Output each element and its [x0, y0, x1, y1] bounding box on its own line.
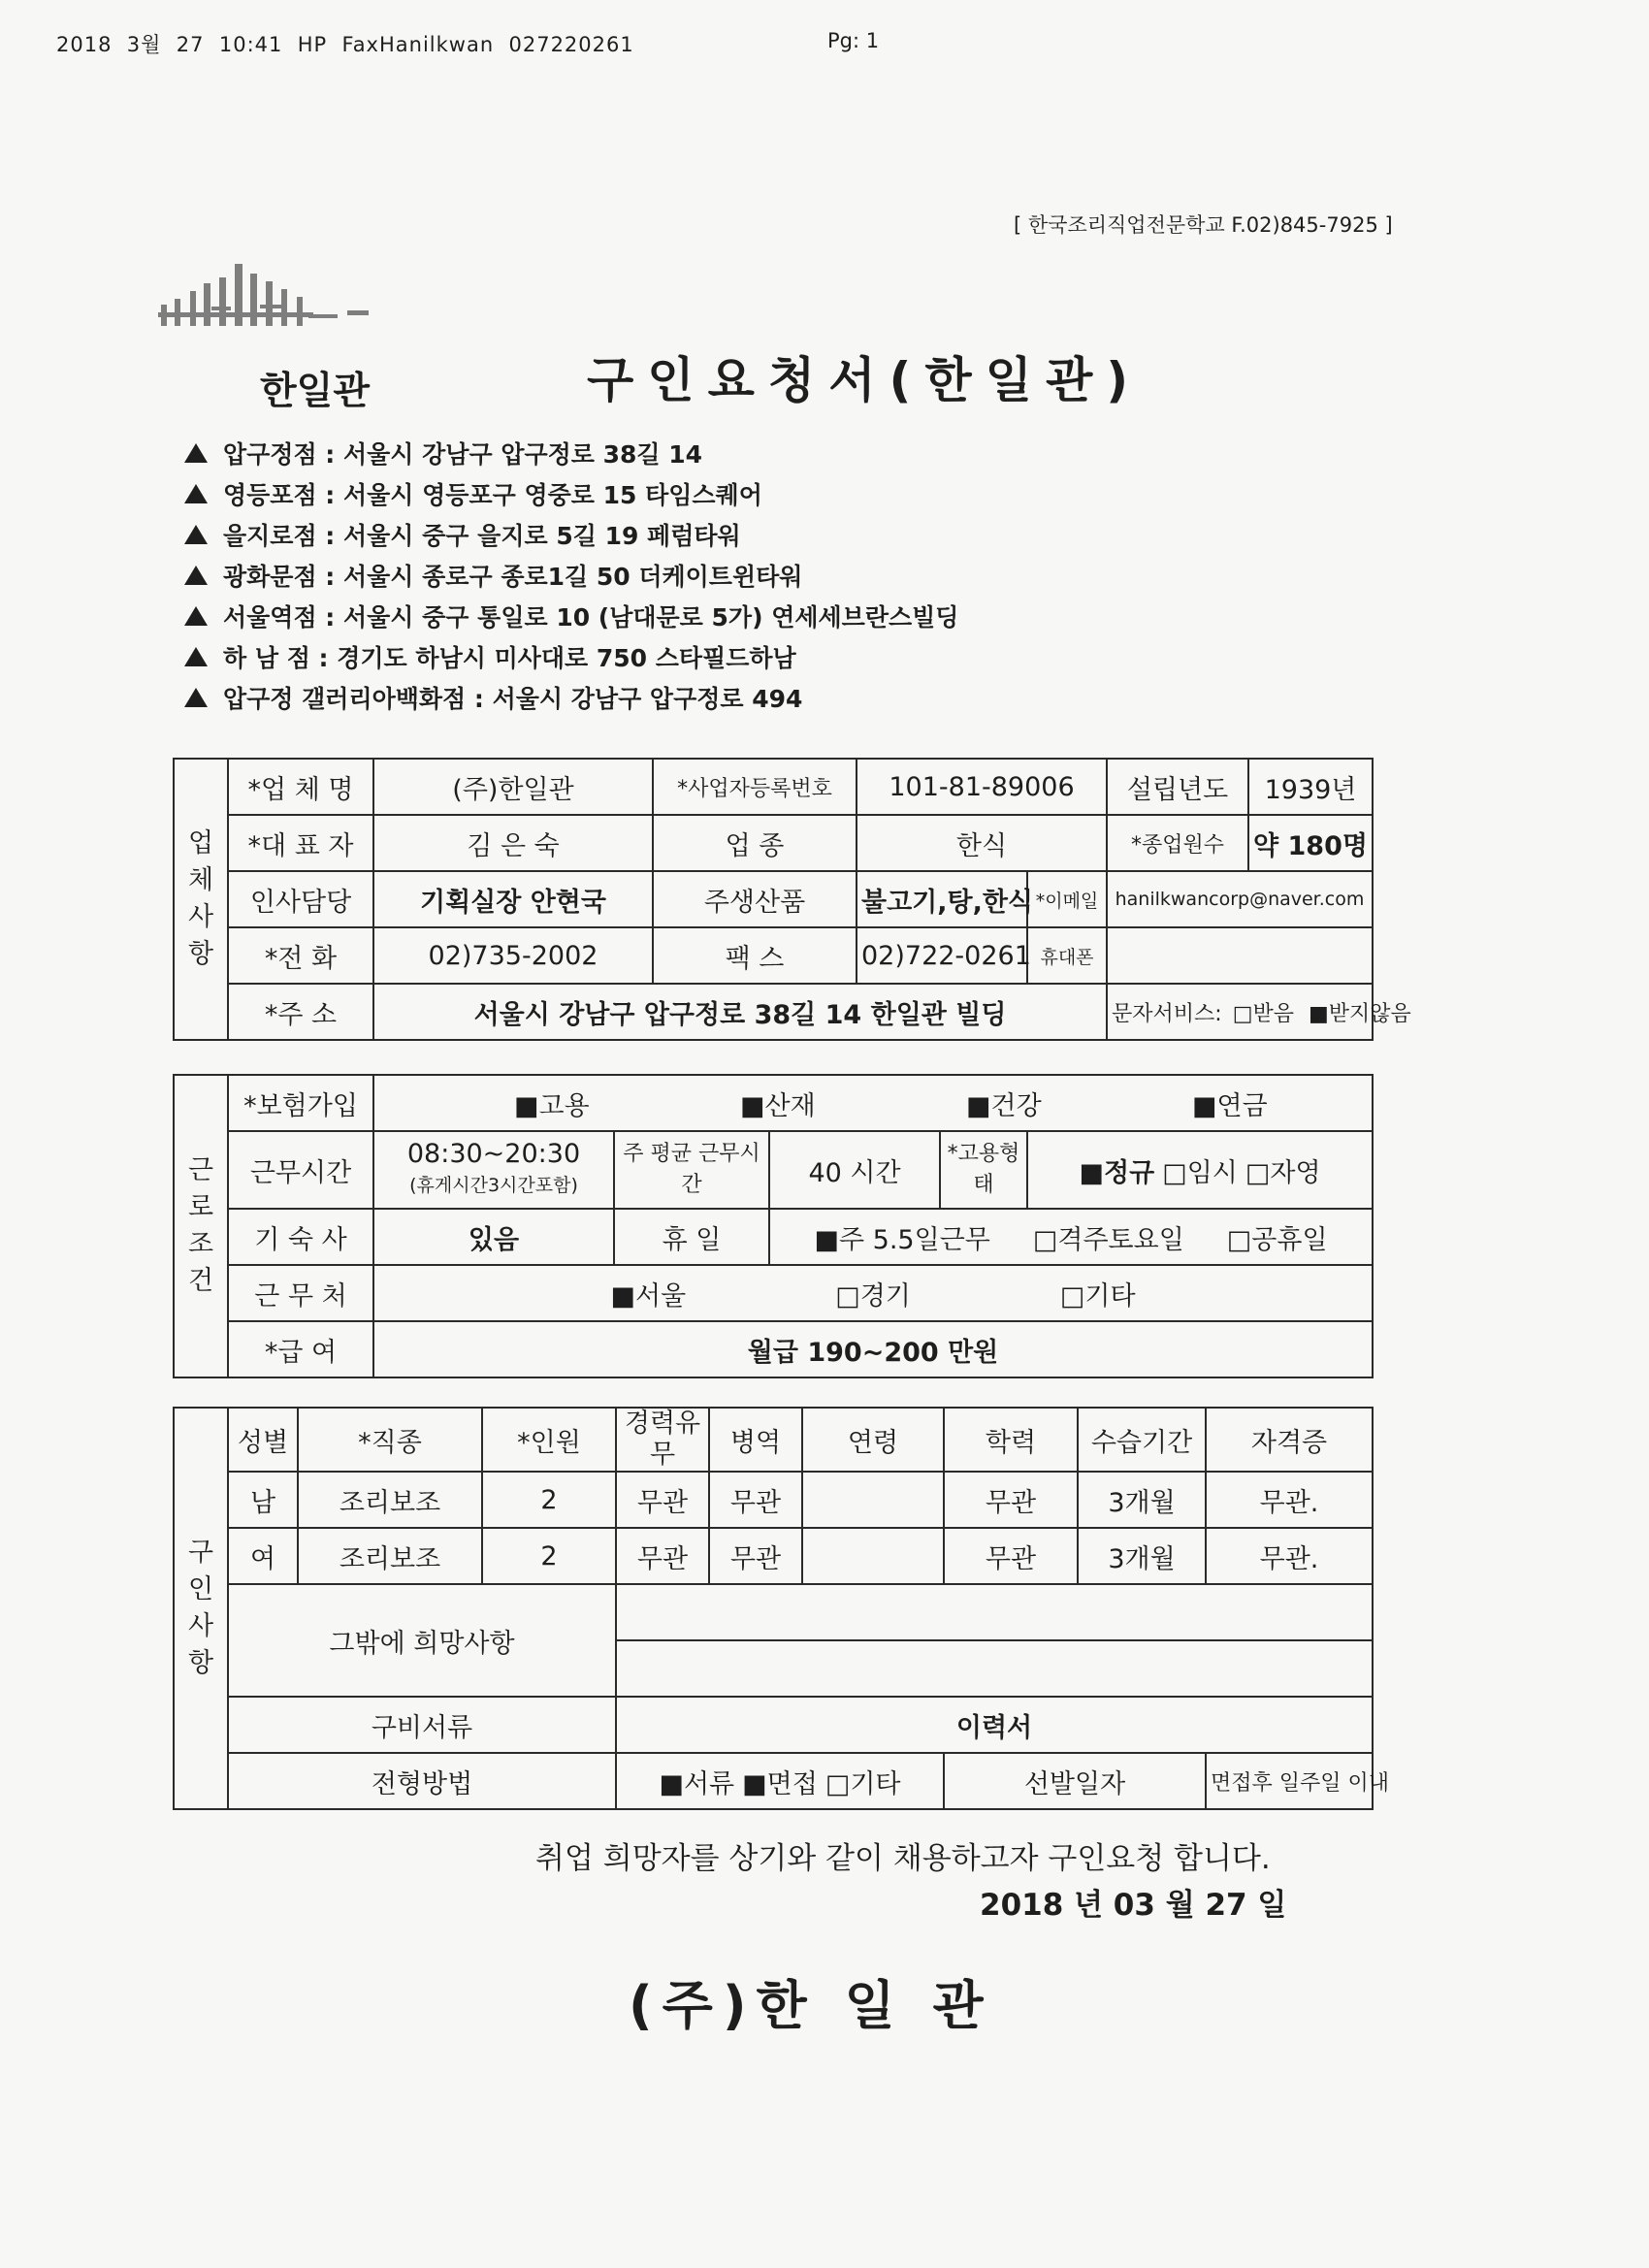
document-date: 2018 년 03 월 27 일	[980, 1888, 1287, 1923]
employees-value: 약 180명	[1248, 815, 1373, 871]
triangle-bullet-icon	[184, 443, 208, 463]
method-options	[616, 1753, 944, 1809]
document-title: 구인요청서(한일관)	[587, 352, 1143, 408]
dorm-label: 기 숙 사	[228, 1209, 373, 1265]
header-gender: 성별	[228, 1408, 298, 1472]
ceo-value: 김 은 숙	[373, 815, 653, 871]
products-label: 주생산품	[653, 871, 857, 927]
weekly-hours-value: 40 시간	[769, 1131, 940, 1209]
license-cell: 무관.	[1206, 1472, 1373, 1528]
phone-label: *전 화	[228, 927, 373, 984]
location-option: □경기	[835, 1280, 911, 1312]
dorm-value: 있음	[373, 1209, 614, 1265]
select-date-label: 선발일자	[944, 1753, 1206, 1809]
count-cell: 2	[482, 1528, 616, 1584]
age-cell	[802, 1472, 944, 1528]
company-name-label: *업 체 명	[228, 759, 373, 815]
location-option: ■서울	[610, 1280, 687, 1312]
email-label: *이메일	[1027, 871, 1107, 927]
holiday-options	[769, 1209, 1373, 1265]
table-row	[174, 1472, 1373, 1528]
method-option: □기타	[824, 1768, 901, 1799]
fax-header-line: 2018 3월 27 10:41 HP FaxHanilkwan 027220261	[56, 33, 634, 56]
military-cell: 무관	[709, 1472, 802, 1528]
license-cell: 무관.	[1206, 1528, 1373, 1584]
method-option: ■서류	[659, 1768, 735, 1799]
conditions-section-label: 근 로 조 건	[174, 1075, 228, 1377]
bizno-value: 101-81-89006	[857, 759, 1107, 815]
sms-label: 문자서비스:	[1112, 1001, 1222, 1026]
method-option: ■면접	[742, 1768, 818, 1799]
header-probation: 수습기간	[1078, 1408, 1206, 1472]
holiday-label: 휴 일	[614, 1209, 769, 1265]
experience-cell: 무관	[616, 1528, 709, 1584]
employment-type-option: □임시	[1162, 1157, 1238, 1188]
ceo-label: *대 표 자	[228, 815, 373, 871]
hours-value: 08:30~20:30	[406, 1139, 581, 1169]
school-reference: [ 한국조리직업전문학교 F.02)845-7925 ]	[1014, 213, 1393, 237]
mobile-value	[1107, 927, 1373, 984]
company-signature: (주)한 일 관	[629, 1975, 993, 2036]
triangle-bullet-icon	[184, 525, 208, 544]
holiday-option: □격주토요일	[1032, 1224, 1184, 1255]
conditions-table	[173, 1074, 1374, 1378]
branch-item: 압구정점 : 서울시 강남구 압구정로 38길 14	[184, 433, 958, 473]
header-experience: 경력유무	[616, 1408, 709, 1472]
industry-value: 한식	[857, 815, 1107, 871]
job-cell: 조리보조	[298, 1528, 482, 1584]
weekly-hours-label: 주 평균 근무시간	[614, 1131, 769, 1209]
branch-item: 광화문점 : 서울시 종로구 종로1길 50 더케이트윈타워	[184, 555, 958, 596]
location-label: 근 무 처	[228, 1265, 373, 1321]
triangle-bullet-icon	[184, 688, 208, 707]
header-license: 자격증	[1206, 1408, 1373, 1472]
wishes-value-line	[616, 1640, 1373, 1697]
triangle-bullet-icon	[184, 566, 208, 585]
wishes-label: 그밖에 희망사항	[228, 1584, 616, 1697]
sms-option: □받음	[1232, 1001, 1294, 1026]
triangle-bullet-icon	[184, 647, 208, 666]
insurance-option: ■고용	[514, 1090, 590, 1121]
header-age: 연령	[802, 1408, 944, 1472]
method-label: 전형방법	[228, 1753, 616, 1809]
docs-label: 구비서류	[228, 1697, 616, 1753]
hr-label: 인사담당	[228, 871, 373, 927]
employees-label: *종업원수	[1107, 815, 1248, 871]
products-value: 불고기,탕,한식	[857, 871, 1027, 927]
sms-option: ■받지않음	[1308, 1001, 1411, 1026]
hours-cell	[373, 1131, 614, 1209]
company-info-table	[173, 758, 1411, 1041]
employment-type-option: ■정규	[1079, 1157, 1155, 1188]
industry-label: 업 종	[653, 815, 857, 871]
triangle-bullet-icon	[184, 606, 208, 626]
triangle-bullet-icon	[184, 484, 208, 503]
insurance-option: ■산재	[740, 1090, 816, 1121]
wishes-value-line	[616, 1584, 1373, 1640]
branch-list	[184, 433, 958, 718]
branch-item: 하 남 점 : 경기도 하남시 미사대로 750 스타필드하남	[184, 636, 958, 677]
address-label: *주 소	[228, 984, 373, 1040]
header-military: 병역	[709, 1408, 802, 1472]
bizno-label: *사업자등록번호	[653, 759, 857, 815]
salary-value: 월급 190~200 만원	[373, 1321, 1373, 1377]
location-options	[373, 1265, 1373, 1321]
fax-label: 팩 스	[653, 927, 857, 984]
location-option: □기타	[1059, 1280, 1136, 1312]
fax-value: 02)722-0261	[857, 927, 1027, 984]
probation-cell: 3개월	[1078, 1472, 1206, 1528]
logo-name: 한일관	[260, 370, 371, 413]
closing-statement: 취업 희망자를 상기와 같이 채용하고자 구인요청 합니다.	[535, 1841, 1271, 1876]
branch-item: 압구정 갤러리아백화점 : 서울시 강남구 압구정로 494	[184, 677, 958, 718]
founded-value: 1939년	[1248, 759, 1373, 815]
address-value: 서울시 강남구 압구정로 38길 14 한일관 빌딩	[373, 984, 1107, 1040]
education-cell: 무관	[944, 1472, 1078, 1528]
salary-label: *급 여	[228, 1321, 373, 1377]
founded-label: 설립년도	[1107, 759, 1248, 815]
select-date-value: 면접후 일주일 이내	[1206, 1753, 1373, 1809]
mobile-label: 휴대폰	[1027, 927, 1107, 984]
gender-cell: 여	[228, 1528, 298, 1584]
docs-value: 이력서	[616, 1697, 1373, 1753]
company-section-label: 업 체 사 항	[174, 759, 228, 1040]
military-cell: 무관	[709, 1528, 802, 1584]
header-education: 학력	[944, 1408, 1078, 1472]
insurance-options	[373, 1075, 1373, 1131]
header-job: *직종	[298, 1408, 482, 1472]
phone-value: 02)735-2002	[373, 927, 653, 984]
age-cell	[802, 1528, 944, 1584]
branch-item: 서울역점 : 서울시 중구 통일로 10 (남대문로 5가) 연세세브란스빌딩	[184, 596, 958, 636]
table-row	[174, 1528, 1373, 1584]
hours-label: 근무시간	[228, 1131, 373, 1209]
holiday-option: □공휴일	[1226, 1224, 1328, 1255]
employment-type-options	[1027, 1131, 1373, 1209]
email-value: hanilkwancorp@naver.com	[1107, 871, 1373, 927]
hours-note: (휴게시간3시간포함)	[409, 1175, 578, 1196]
gender-cell: 남	[228, 1472, 298, 1528]
hr-value: 기획실장 안현국	[373, 871, 653, 927]
sms-service	[1107, 984, 1411, 1040]
fax-page-number: Pg: 1	[827, 29, 880, 52]
experience-cell: 무관	[616, 1472, 709, 1528]
employment-type-label: *고용형태	[940, 1131, 1027, 1209]
branch-item: 을지로점 : 서울시 중구 을지로 5길 19 페럼타워	[184, 514, 958, 555]
count-cell: 2	[482, 1472, 616, 1528]
header-count: *인원	[482, 1408, 616, 1472]
logo-image	[153, 254, 405, 351]
probation-cell: 3개월	[1078, 1528, 1206, 1584]
job-cell: 조리보조	[298, 1472, 482, 1528]
company-name-value: (주)한일관	[373, 759, 653, 815]
insurance-option: ■연금	[1192, 1090, 1268, 1121]
insurance-label: *보험가입	[228, 1075, 373, 1131]
branch-item: 영등포점 : 서울시 영등포구 영중로 15 타임스퀘어	[184, 473, 958, 514]
insurance-option: ■건강	[966, 1090, 1042, 1121]
education-cell: 무관	[944, 1528, 1078, 1584]
recruit-table	[173, 1407, 1390, 1810]
employment-type-option: □자영	[1245, 1157, 1321, 1188]
recruit-section-label: 구 인 사 항	[174, 1408, 228, 1809]
holiday-option: ■주 5.5일근무	[814, 1224, 990, 1255]
